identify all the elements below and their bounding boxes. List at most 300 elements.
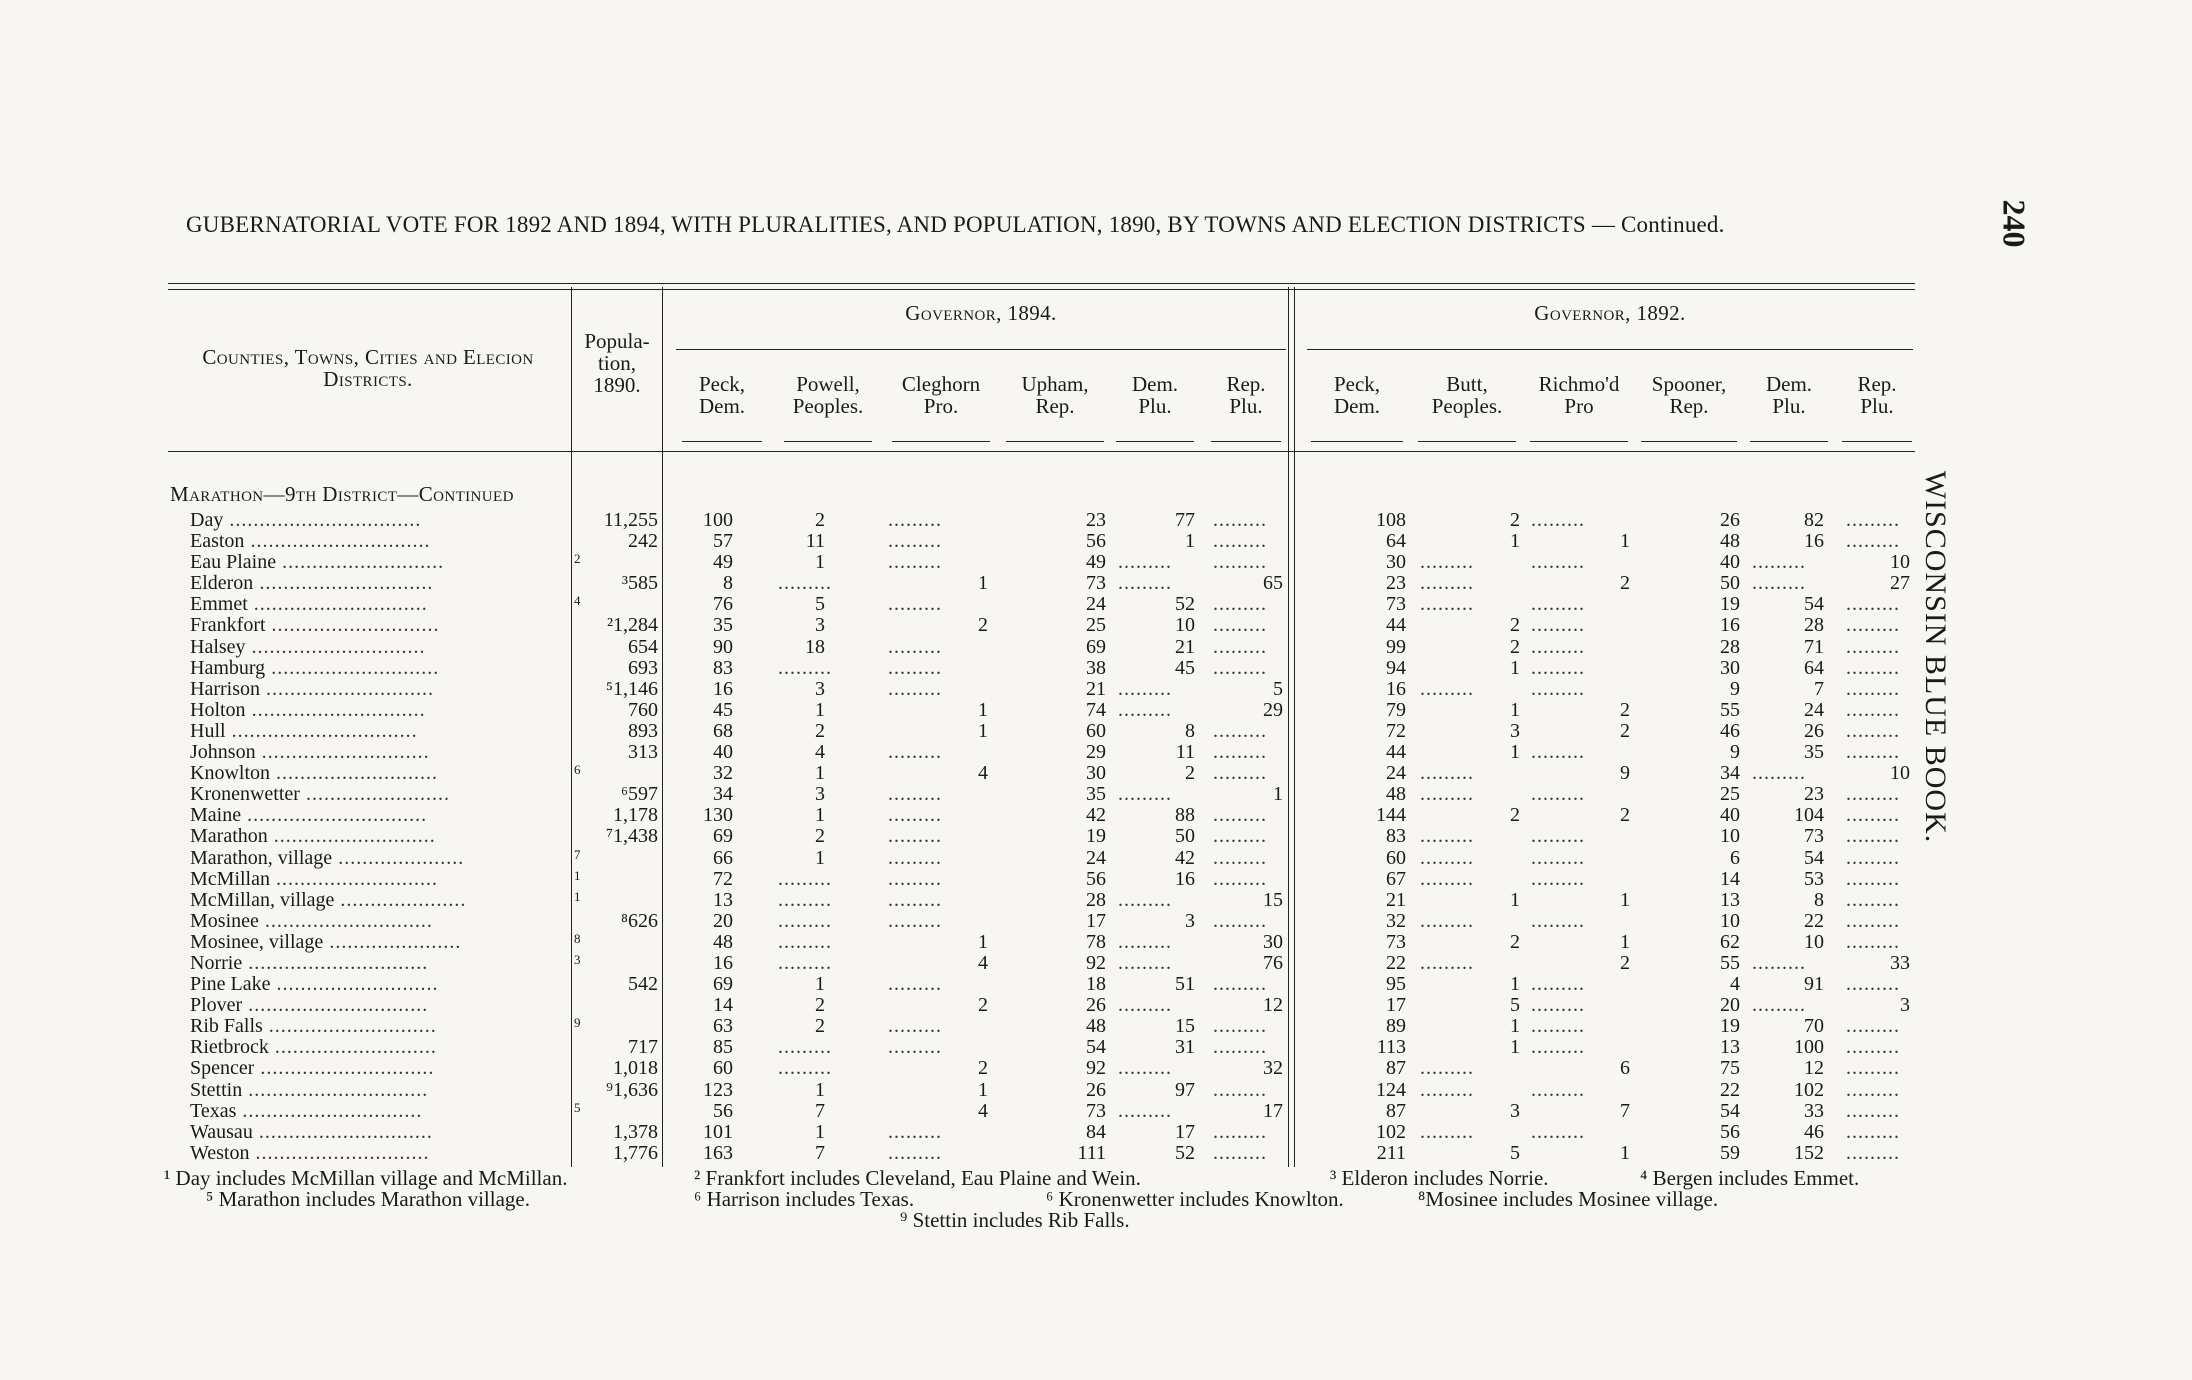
vote-cell: 2 bbox=[1620, 572, 1630, 595]
vote-cell: 1 bbox=[978, 719, 988, 742]
table-row bbox=[0, 974, 2192, 995]
vote-cell: 2 bbox=[815, 825, 825, 848]
vote-cell: 94 bbox=[1386, 656, 1406, 679]
col-underline bbox=[1211, 441, 1281, 442]
vote-cell: 2 bbox=[815, 994, 825, 1017]
district-name: Emmet bbox=[190, 594, 248, 616]
vote-cell: 11 bbox=[1175, 741, 1195, 764]
vote-cell: 10 bbox=[1720, 825, 1740, 848]
empty-cell-dots: ......... bbox=[1752, 951, 1806, 974]
vote-cell: 28 bbox=[1720, 635, 1740, 658]
empty-cell-dots: ......... bbox=[888, 825, 942, 848]
empty-cell-dots: ......... bbox=[1531, 551, 1585, 574]
leader-dots: ........................... bbox=[276, 762, 438, 785]
empty-cell-dots: ......... bbox=[1420, 762, 1474, 785]
vote-cell: 21 bbox=[1175, 635, 1195, 658]
vote-cell: 49 bbox=[1086, 551, 1106, 574]
district-name: Pine Lake bbox=[190, 974, 271, 996]
table-row bbox=[0, 826, 2192, 847]
col-underline bbox=[1641, 441, 1737, 442]
vote-cell: 24 bbox=[1086, 846, 1106, 869]
footnote-3: ³ Elderon includes Norrie. bbox=[1330, 1166, 1549, 1190]
footnote-ref: 1 bbox=[574, 888, 581, 904]
vote-cell: 108 bbox=[1376, 509, 1406, 531]
empty-cell-dots: ......... bbox=[1213, 1120, 1267, 1143]
vote-cell: 2 bbox=[1510, 930, 1520, 953]
table-row bbox=[0, 573, 2192, 594]
vote-cell: 48 bbox=[1720, 530, 1740, 553]
vote-cell: 30 bbox=[1386, 551, 1406, 574]
empty-cell-dots: ......... bbox=[1118, 572, 1172, 595]
empty-cell-dots: ......... bbox=[1531, 1036, 1585, 1059]
empty-cell-dots: ......... bbox=[1213, 846, 1267, 869]
district-name: Stettin bbox=[190, 1079, 243, 1101]
table-row bbox=[0, 763, 2192, 784]
empty-cell-dots: ......... bbox=[1213, 614, 1267, 637]
population-cell: 717 bbox=[628, 1036, 658, 1059]
empty-cell-dots: ......... bbox=[1846, 698, 1900, 721]
empty-cell-dots: ......... bbox=[1846, 1078, 1900, 1101]
leader-dots: ........................... bbox=[276, 973, 439, 996]
empty-cell-dots: ......... bbox=[1420, 846, 1474, 869]
table-row bbox=[0, 1037, 2192, 1058]
vote-cell: 35 bbox=[1804, 741, 1824, 764]
empty-cell-dots: ......... bbox=[1213, 551, 1267, 574]
empty-cell-dots: ......... bbox=[1846, 783, 1900, 806]
vote-cell: 111 bbox=[1077, 1141, 1106, 1164]
vote-cell: 3 bbox=[815, 677, 825, 700]
vote-cell: 2 bbox=[978, 994, 988, 1017]
vote-cell: 30 bbox=[1086, 762, 1106, 785]
district-name: Mosinee, village bbox=[190, 931, 324, 953]
col-underline bbox=[1006, 441, 1104, 442]
empty-cell-dots: ......... bbox=[1531, 994, 1585, 1017]
table-row bbox=[0, 679, 2192, 700]
vote-cell: 34 bbox=[1720, 762, 1740, 785]
empty-cell-dots: ......... bbox=[1846, 509, 1900, 531]
vote-cell: 95 bbox=[1386, 973, 1406, 996]
col-header-dem-plu-1892: Dem. Plu. bbox=[1765, 372, 1813, 418]
vote-cell: 2 bbox=[978, 1057, 988, 1080]
population-cell: 1,776 bbox=[613, 1141, 658, 1164]
vote-cell: 152 bbox=[1794, 1141, 1824, 1164]
table-row bbox=[0, 1143, 2192, 1164]
vote-cell: 22 bbox=[1386, 951, 1406, 974]
leader-dots: ........................... bbox=[273, 825, 436, 848]
gov1892-rule bbox=[1307, 349, 1913, 350]
vote-cell: 3 bbox=[1900, 994, 1910, 1017]
vote-cell: 130 bbox=[703, 804, 733, 827]
empty-cell-dots: ......... bbox=[1420, 1078, 1474, 1101]
vote-cell: 1 bbox=[1510, 698, 1520, 721]
leader-dots: ............................ bbox=[264, 909, 433, 932]
vote-cell: 26 bbox=[1804, 719, 1824, 742]
vote-cell: 1 bbox=[815, 846, 825, 869]
vote-cell: 42 bbox=[1086, 804, 1106, 827]
col-header-peck-dem-1892: Peck, Dem. bbox=[1333, 372, 1381, 418]
empty-cell-dots: ......... bbox=[1846, 804, 1900, 827]
vote-cell: 73 bbox=[1086, 1099, 1106, 1122]
leader-dots: ............................ bbox=[271, 614, 440, 637]
empty-cell-dots: ......... bbox=[1531, 614, 1585, 637]
empty-cell-dots: ......... bbox=[1846, 1120, 1900, 1143]
empty-cell-dots: ......... bbox=[1420, 783, 1474, 806]
vote-cell: 2 bbox=[1510, 614, 1520, 637]
district-name: Rietbrock bbox=[190, 1037, 269, 1059]
vote-cell: 23 bbox=[1386, 572, 1406, 595]
vote-cell: 1 bbox=[1510, 973, 1520, 996]
vote-cell: 28 bbox=[1086, 888, 1106, 911]
leader-dots: ........................... bbox=[274, 1036, 437, 1059]
vote-cell: 6 bbox=[1620, 1057, 1630, 1080]
vote-cell: 72 bbox=[713, 867, 733, 890]
vote-cell: 2 bbox=[1620, 804, 1630, 827]
empty-cell-dots: ......... bbox=[1531, 635, 1585, 658]
empty-cell-dots: ......... bbox=[1531, 846, 1585, 869]
vote-cell: 54 bbox=[1804, 846, 1824, 869]
vote-cell: 8 bbox=[723, 572, 733, 595]
district-name: Marathon bbox=[190, 826, 268, 848]
col-header-upham-rep-1894: Upham, Rep. bbox=[1021, 372, 1089, 418]
vote-cell: 16 bbox=[713, 951, 733, 974]
vote-cell: 54 bbox=[1804, 593, 1824, 616]
empty-cell-dots: ......... bbox=[1846, 867, 1900, 890]
vote-cell: 85 bbox=[713, 1036, 733, 1059]
vote-cell: 1 bbox=[1620, 530, 1630, 553]
vote-cell: 74 bbox=[1086, 698, 1106, 721]
vote-cell: 20 bbox=[1720, 994, 1740, 1017]
footnote-ref: 5 bbox=[574, 1099, 581, 1115]
empty-cell-dots: ......... bbox=[1846, 614, 1900, 637]
col-underline bbox=[892, 441, 990, 442]
empty-cell-dots: ......... bbox=[888, 1141, 942, 1164]
empty-cell-dots: ......... bbox=[888, 593, 942, 616]
vote-cell: 55 bbox=[1720, 698, 1740, 721]
vote-cell: 8 bbox=[1185, 719, 1195, 742]
col-underline bbox=[1842, 441, 1912, 442]
vote-cell: 1 bbox=[815, 762, 825, 785]
vote-cell: 10 bbox=[1890, 762, 1910, 785]
district-name: Wausau bbox=[190, 1121, 253, 1143]
vote-cell: 1 bbox=[978, 1078, 988, 1101]
population-cell: 313 bbox=[628, 741, 658, 764]
footnote-8: ⁸Mosinee includes Mosinee village. bbox=[1418, 1187, 1719, 1211]
empty-cell-dots: ......... bbox=[888, 804, 942, 827]
vote-cell: 2 bbox=[1620, 698, 1630, 721]
table-row bbox=[0, 615, 2192, 636]
leader-dots: .............................. bbox=[248, 1078, 429, 1101]
population-cell: 693 bbox=[628, 656, 658, 679]
vote-cell: 12 bbox=[1263, 994, 1283, 1017]
empty-cell-dots: ......... bbox=[888, 867, 942, 890]
vote-cell: 1 bbox=[815, 973, 825, 996]
empty-cell-dots: ......... bbox=[1846, 973, 1900, 996]
vote-cell: 16 bbox=[1386, 677, 1406, 700]
vote-cell: 4 bbox=[978, 951, 988, 974]
vote-cell: 45 bbox=[713, 698, 733, 721]
header-gov1892: Governor, 1892. bbox=[1534, 301, 1686, 325]
population-cell: 1,378 bbox=[613, 1120, 658, 1143]
empty-cell-dots: ......... bbox=[778, 888, 832, 911]
vote-cell: 73 bbox=[1804, 825, 1824, 848]
table-row bbox=[0, 637, 2192, 658]
table-row bbox=[0, 1080, 2192, 1101]
vote-cell: 69 bbox=[713, 825, 733, 848]
empty-cell-dots: ......... bbox=[1213, 1036, 1267, 1059]
vote-cell: 30 bbox=[1720, 656, 1740, 679]
vote-cell: 29 bbox=[1263, 698, 1283, 721]
table-row bbox=[0, 995, 2192, 1016]
table-row bbox=[0, 1016, 2192, 1037]
page-title: GUBERNATORIAL VOTE FOR 1892 AND 1894, WITH PLURALITIES, AND POPULATION, 1890, BY TOWNS AND ELECTION DISTRICTS — Continued. bbox=[186, 212, 1725, 237]
vote-cell: 1 bbox=[1620, 1141, 1630, 1164]
vote-cell: 49 bbox=[713, 551, 733, 574]
vote-cell: 60 bbox=[1086, 719, 1106, 742]
col-underline bbox=[1418, 441, 1516, 442]
vote-cell: 56 bbox=[713, 1099, 733, 1122]
leader-dots: ............................ bbox=[261, 741, 430, 764]
vote-cell: 40 bbox=[1720, 804, 1740, 827]
vote-cell: 1 bbox=[1620, 888, 1630, 911]
col-underline bbox=[682, 441, 762, 442]
table-row bbox=[0, 784, 2192, 805]
empty-cell-dots: ......... bbox=[1213, 804, 1267, 827]
empty-cell-dots: ......... bbox=[1846, 656, 1900, 679]
vote-cell: 32 bbox=[1263, 1057, 1283, 1080]
empty-cell-dots: ......... bbox=[1531, 1078, 1585, 1101]
vote-cell: 16 bbox=[1804, 530, 1824, 553]
district-name: Weston bbox=[190, 1142, 250, 1164]
vote-cell: 21 bbox=[1386, 888, 1406, 911]
empty-cell-dots: ......... bbox=[1531, 973, 1585, 996]
table-row bbox=[0, 869, 2192, 890]
vote-cell: 2 bbox=[1510, 804, 1520, 827]
vote-cell: 15 bbox=[1263, 888, 1283, 911]
empty-cell-dots: ......... bbox=[778, 1036, 832, 1059]
vote-cell: 73 bbox=[1086, 572, 1106, 595]
vote-cell: 17 bbox=[1175, 1120, 1195, 1143]
district-name: McMillan bbox=[190, 868, 270, 890]
vote-cell: 11 bbox=[805, 530, 825, 553]
vote-cell: 1 bbox=[1510, 888, 1520, 911]
population-cell: 11,255 bbox=[603, 509, 658, 531]
empty-cell-dots: ......... bbox=[888, 656, 942, 679]
footnote-4: ⁴ Bergen includes Emmet. bbox=[1640, 1166, 1860, 1190]
empty-cell-dots: ......... bbox=[1846, 741, 1900, 764]
vote-cell: 60 bbox=[1386, 846, 1406, 869]
footnote-1: ¹ Day includes McMillan village and McMillan. bbox=[164, 1166, 568, 1190]
district-name: Halsey bbox=[190, 636, 246, 658]
population-cell: ⁹1,636 bbox=[606, 1078, 658, 1101]
vote-cell: 1 bbox=[978, 698, 988, 721]
empty-cell-dots: ......... bbox=[1118, 551, 1172, 574]
footnote-2: ² Frankfort includes Cleveland, Eau Plaine and Wein. bbox=[694, 1166, 1141, 1190]
empty-cell-dots: ......... bbox=[888, 846, 942, 869]
vote-cell: 23 bbox=[1804, 783, 1824, 806]
vote-cell: 90 bbox=[713, 635, 733, 658]
empty-cell-dots: ......... bbox=[888, 677, 942, 700]
vote-cell: 20 bbox=[713, 909, 733, 932]
vote-cell: 5 bbox=[815, 593, 825, 616]
empty-cell-dots: ......... bbox=[1531, 509, 1585, 531]
vote-cell: 24 bbox=[1086, 593, 1106, 616]
empty-cell-dots: ......... bbox=[1118, 783, 1172, 806]
vote-cell: 3 bbox=[815, 783, 825, 806]
table-row bbox=[0, 848, 2192, 869]
empty-cell-dots: ......... bbox=[1213, 825, 1267, 848]
empty-cell-dots: ......... bbox=[1213, 973, 1267, 996]
vote-cell: 18 bbox=[805, 635, 825, 658]
empty-cell-dots: ......... bbox=[1846, 719, 1900, 742]
vote-cell: 4 bbox=[1730, 973, 1740, 996]
vote-cell: 44 bbox=[1386, 741, 1406, 764]
empty-cell-dots: ......... bbox=[888, 973, 942, 996]
footnote-ref: 9 bbox=[574, 1015, 581, 1031]
vote-cell: 73 bbox=[1386, 593, 1406, 616]
vote-cell: 48 bbox=[713, 930, 733, 953]
vote-cell: 1 bbox=[1510, 741, 1520, 764]
empty-cell-dots: ......... bbox=[888, 741, 942, 764]
vote-cell: 72 bbox=[1386, 719, 1406, 742]
vote-cell: 1 bbox=[1510, 1036, 1520, 1059]
vote-cell: 33 bbox=[1804, 1099, 1824, 1122]
empty-cell-dots: ......... bbox=[1846, 846, 1900, 869]
vote-cell: 15 bbox=[1175, 1015, 1195, 1038]
leader-dots: .............................. bbox=[242, 1099, 423, 1122]
vote-cell: 1 bbox=[815, 698, 825, 721]
leader-dots: .............................. bbox=[247, 804, 428, 827]
vote-cell: 1 bbox=[1620, 930, 1630, 953]
population-cell: ⁸626 bbox=[621, 909, 658, 932]
vote-cell: 16 bbox=[1720, 614, 1740, 637]
vote-cell: 26 bbox=[1720, 509, 1740, 531]
vote-cell: 2 bbox=[1510, 509, 1520, 531]
vote-cell: 102 bbox=[1794, 1078, 1824, 1101]
population-cell: 1,018 bbox=[613, 1057, 658, 1080]
vote-cell: 46 bbox=[1720, 719, 1740, 742]
empty-cell-dots: ......... bbox=[1846, 1099, 1900, 1122]
vote-cell: 2 bbox=[815, 1015, 825, 1038]
vote-cell: 38 bbox=[1086, 656, 1106, 679]
vote-cell: 144 bbox=[1376, 804, 1406, 827]
empty-cell-dots: ......... bbox=[888, 509, 942, 531]
col-header-cleghorn-pro-1894: Cleghorn Pro. bbox=[901, 372, 981, 418]
empty-cell-dots: ......... bbox=[1213, 530, 1267, 553]
empty-cell-dots: ......... bbox=[1118, 930, 1172, 953]
vote-cell: 13 bbox=[1720, 888, 1740, 911]
vote-cell: 57 bbox=[713, 530, 733, 553]
district-name: Knowlton bbox=[190, 763, 270, 785]
leader-dots: ..................... bbox=[338, 846, 465, 869]
footnote-6: ⁶ Harrison includes Texas. bbox=[694, 1187, 915, 1211]
top-rule-2 bbox=[168, 289, 1915, 290]
empty-cell-dots: ......... bbox=[778, 1057, 832, 1080]
footnote-ref: 6 bbox=[574, 762, 581, 778]
vote-cell: 99 bbox=[1386, 635, 1406, 658]
vote-cell: 92 bbox=[1086, 951, 1106, 974]
empty-cell-dots: ......... bbox=[888, 635, 942, 658]
population-cell: 242 bbox=[628, 530, 658, 553]
vote-cell: 45 bbox=[1175, 656, 1195, 679]
table-row bbox=[0, 932, 2192, 953]
vote-cell: 51 bbox=[1175, 973, 1195, 996]
vote-cell: 22 bbox=[1720, 1078, 1740, 1101]
population-cell: ⁷1,438 bbox=[606, 825, 658, 848]
footnote-ref: 4 bbox=[574, 593, 581, 609]
empty-cell-dots: ......... bbox=[1846, 1036, 1900, 1059]
vote-cell: 17 bbox=[1086, 909, 1106, 932]
empty-cell-dots: ......... bbox=[1420, 551, 1474, 574]
district-name: Harrison bbox=[190, 678, 260, 700]
empty-cell-dots: ......... bbox=[1846, 677, 1900, 700]
col-header-butt-peoples-1892: Butt, Peoples. bbox=[1431, 372, 1503, 418]
leader-dots: ............................. bbox=[251, 635, 426, 658]
empty-cell-dots: ......... bbox=[1118, 677, 1172, 700]
empty-cell-dots: ......... bbox=[1420, 825, 1474, 848]
vote-cell: 1 bbox=[1510, 530, 1520, 553]
empty-cell-dots: ......... bbox=[1118, 1057, 1172, 1080]
empty-cell-dots: ......... bbox=[1213, 867, 1267, 890]
page-number: 240 bbox=[1996, 199, 2033, 248]
vote-cell: 53 bbox=[1804, 867, 1824, 890]
district-name: Spencer bbox=[190, 1058, 255, 1080]
leader-dots: ............................. bbox=[251, 698, 426, 721]
empty-cell-dots: ......... bbox=[1420, 593, 1474, 616]
empty-cell-dots: ......... bbox=[1846, 888, 1900, 911]
section-heading-text: Marathon—9th District—Continued bbox=[170, 482, 514, 506]
footnote-ref: 1 bbox=[574, 867, 581, 883]
vote-cell: 18 bbox=[1086, 973, 1106, 996]
vote-cell: 7 bbox=[815, 1099, 825, 1122]
district-name: Easton bbox=[190, 531, 245, 553]
vote-cell: 8 bbox=[1814, 888, 1824, 911]
vote-cell: 27 bbox=[1890, 572, 1910, 595]
vote-cell: 10 bbox=[1720, 909, 1740, 932]
empty-cell-dots: ......... bbox=[1846, 825, 1900, 848]
empty-cell-dots: ......... bbox=[1118, 994, 1172, 1017]
vote-cell: 77 bbox=[1175, 509, 1195, 531]
vote-cell: 1 bbox=[815, 1078, 825, 1101]
empty-cell-dots: ......... bbox=[1846, 909, 1900, 932]
vote-cell: 16 bbox=[713, 677, 733, 700]
vote-cell: 14 bbox=[1720, 867, 1740, 890]
footnote-9: ⁹ Stettin includes Rib Falls. bbox=[900, 1208, 1130, 1232]
vote-cell: 26 bbox=[1086, 1078, 1106, 1101]
vote-cell: 52 bbox=[1175, 593, 1195, 616]
vote-cell: 2 bbox=[1510, 635, 1520, 658]
leader-dots: ............................. bbox=[259, 572, 434, 595]
vote-cell: 31 bbox=[1175, 1036, 1195, 1059]
vote-cell: 46 bbox=[1804, 1120, 1824, 1143]
vote-cell: 163 bbox=[703, 1141, 733, 1164]
col-underline bbox=[1530, 441, 1628, 442]
side-running-title: WISCONSIN BLUE BOOK. bbox=[1919, 470, 1952, 844]
vote-cell: 4 bbox=[815, 741, 825, 764]
empty-cell-dots: ......... bbox=[1213, 719, 1267, 742]
empty-cell-dots: ......... bbox=[1531, 677, 1585, 700]
table-row bbox=[0, 742, 2192, 763]
empty-cell-dots: ......... bbox=[1213, 593, 1267, 616]
table-row bbox=[0, 890, 2192, 911]
district-name: Rib Falls bbox=[190, 1016, 263, 1038]
vote-cell: 65 bbox=[1263, 572, 1283, 595]
vote-cell: 4 bbox=[978, 1099, 988, 1122]
district-name: Day bbox=[190, 510, 224, 531]
vote-cell: 6 bbox=[1730, 846, 1740, 869]
empty-cell-dots: ......... bbox=[1846, 1141, 1900, 1164]
district-name: Johnson bbox=[190, 742, 256, 764]
vote-cell: 5 bbox=[1510, 994, 1520, 1017]
